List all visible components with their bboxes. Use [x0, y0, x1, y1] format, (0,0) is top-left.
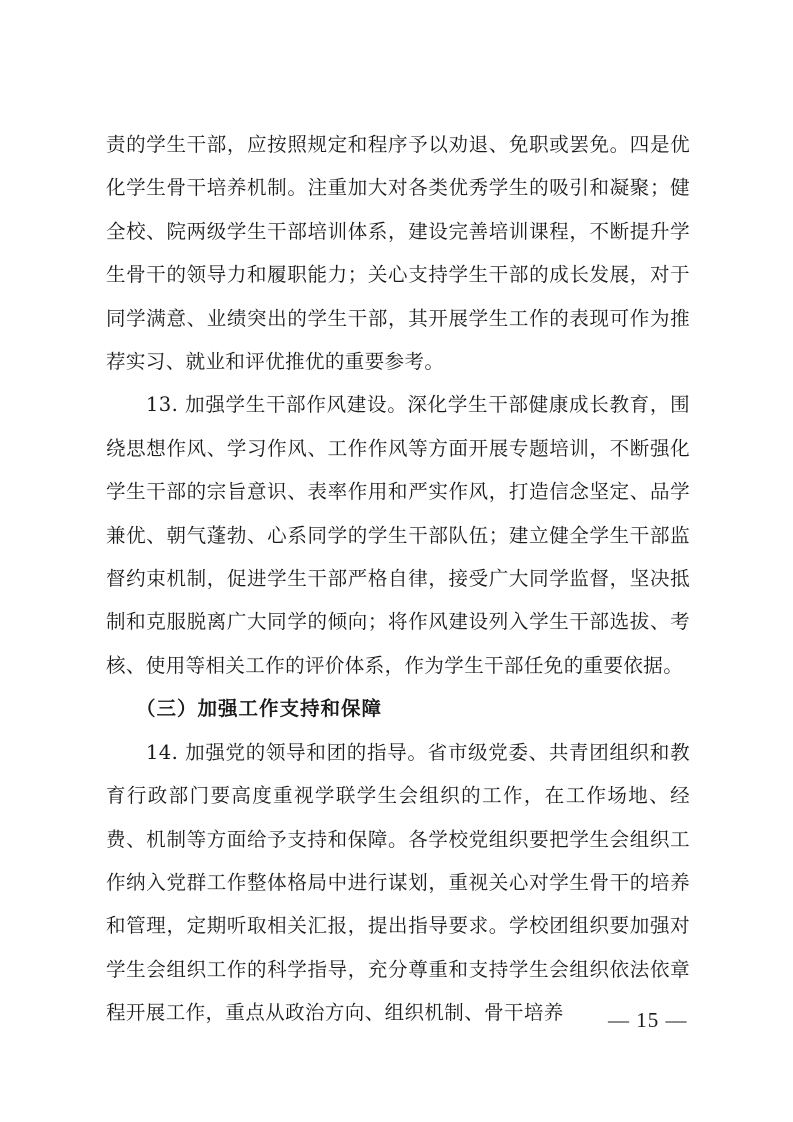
section-heading: （三）加强工作支持和保障 [136, 697, 383, 721]
body-text [106, 123, 690, 1035]
paragraph-item-14: 14. 加强党的领导和团的指导。省市级党委、共青团组织和教育行政部门要高度重视学联学生会组织的工作，在工作场地、经费、机制等方面给予支持和保障。各学校党组织要把学生会组织工作纳入党群工作整体格局中进行谋划，重视关心对学生骨干的培养和管理，定期听取相关汇报，提出指导要求。学校团组织要加强对学生会组织工作的科学指导，充分尊重和支持学生会组织依法依章程开展工作，重点从政治方向、组织机制、骨干培养 [106, 740, 690, 1025]
paragraph-continuation: 责的学生干部，应按照规定和程序予以劝退、免职或罢免。四是优化学生骨干培养机制。注重加大对各类优秀学生的吸引和凝聚；健全校、院两级学生干部培训体系，建设完善培训课程，不断提升学生骨干的领导力和履职能力；关心支持学生干部的成长发展，对于同学满意、业绩突出的学生干部，其开展学生工作的表现可作为推荐实习、就业和评优推优的重要参考。 [106, 133, 690, 374]
page-number: — 15 — [608, 1008, 688, 1032]
paragraph-item-13: 13. 加强学生干部作风建设。深化学生干部健康成长教育，围绕思想作风、学习作风、工作作风等方面开展专题培训，不断强化学生干部的宗旨意识、表率作用和严实作风，打造信念坚定、品学兼优、朝气蓬勃、心系同学的学生干部队伍；建立健全学生干部监督约束机制，促进学生干部严格自律，接受广大同学监督，坚决抵制和克服脱离广大同学的倾向；将作风建设列入学生干部选拔、考核、使用等相关工作的评价体系，作为学生干部任免的重要依据。 [106, 393, 690, 677]
